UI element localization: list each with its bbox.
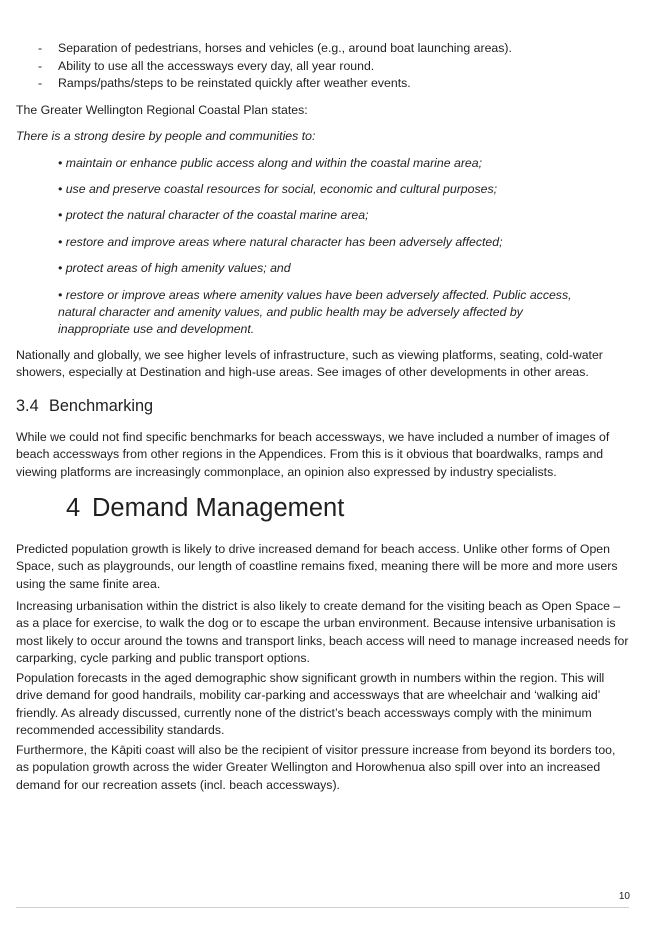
section-title: Demand Management [92,494,345,522]
section-number: 4 [66,494,81,522]
section-heading-4 [66,492,344,524]
section-title: Benchmarking [49,397,154,415]
list-item-text: Ramps/paths/steps to be reinstated quickly after weather events. [58,76,411,90]
demand-paragraph: Increasing urbanisation within the district is also likely to create demand for the visiting beach as Open Space – as a place for exercise, to walk the dog or to escape the urban environment. Because intensive urbanisation is most likely to occur around the towns and transport links, beach access will need to manage increased needs for carparking, cycle parking and public transport options. [16,599,629,666]
desire-bullet: • protect areas of high amenity values; and [58,261,291,275]
list-item [16,58,626,76]
list-item-text: Ability to use all the accessways every day, all year round. [58,58,375,73]
desire-intro: There is a strong desire by people and communities to: [16,129,316,143]
page-number: 10 [618,891,630,902]
list-item [16,40,626,58]
requirements-list [16,40,626,93]
list-marker: - [38,58,43,73]
section-heading-3-4 [16,396,153,416]
benchmark-paragraph: While we could not find specific benchmarks for beach accessways, we have included a number of images of beach accessways from other regions in the Appendices. From this is it obvious that boardwalks, ramps and viewing platforms are increasingly commonplace, an opinion also expressed by industry specialists. [16,430,610,479]
demand-paragraph: Predicted population growth is likely to drive increased demand for beach access. Unlike other forms of Open Space, such as playgrounds, our length of coastline remains fixed, meaning there will be more and more users using the same finite area. [16,542,618,591]
footer-divider [16,907,629,908]
infrastructure-paragraph: Nationally and globally, we see higher levels of infrastructure, such as viewing platforms, seating, cold-water showers, especially at Destination and high-use areas. See images of other developments in other areas. [16,348,603,380]
desire-bullet: • protect the natural character of the coastal marine area; [58,208,369,222]
plan-intro: The Greater Wellington Regional Coastal Plan states: [16,103,308,117]
desire-bullet: • maintain or enhance public access along and within the coastal marine area; [58,156,483,170]
list-item-text: Separation of pedestrians, horses and vehicles (e.g., around boat launching areas). [58,41,512,55]
demand-paragraph: Population forecasts in the aged demographic show significant growth in numbers within the region. This will drive demand for good handrails, mobility car-parking and accessways that are wheelchair and ‘walking aid’ friendly. As already discussed, currently none of the district’s beach accessways comply with the minimum recommended accessibility standards. [16,671,605,738]
list-marker: - [38,76,43,90]
desire-bullet: • use and preserve coastal resources for social, economic and cultural purposes; [58,182,498,196]
demand-paragraph: Furthermore, the Kāpiti coast will also be the recipient of visitor pressure increase from beyond its borders too, as population growth across the wider Greater Wellington and Horowhenua also spill over into an increased demand for our recreation assets (incl. beach accessways). [16,743,616,792]
desire-bullet: • restore or improve areas where amenity values have been adversely affected. Public access, natural character and amenity values, and public health may be adversely affected by inappropriate use and development. [58,288,572,337]
list-marker: - [38,41,43,55]
section-number: 3.4 [16,397,39,415]
desire-bullet: • restore and improve areas where natural character has been adversely affected; [58,235,503,249]
list-item [16,75,626,93]
